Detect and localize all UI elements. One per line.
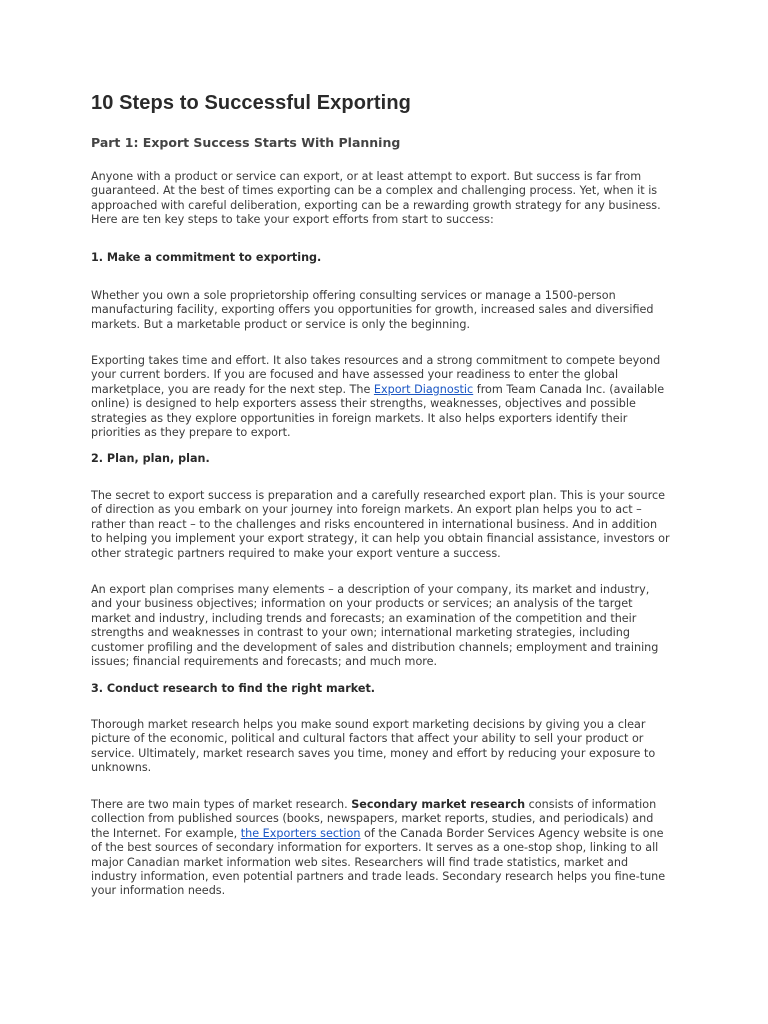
intro-paragraph xyxy=(91,170,691,228)
part-heading: Part 1: Export Success Starts With Planning xyxy=(91,135,401,150)
document-title: 10 Steps to Successful Exporting xyxy=(91,92,411,114)
text-line: markets. But a marketable product or service is only the beginning. xyxy=(91,317,471,331)
step-3-heading: 3. Conduct research to find the right market. xyxy=(91,682,376,695)
text-line: unknowns. xyxy=(91,761,152,775)
text-segment: There are two main types of market research. xyxy=(91,798,352,811)
text-line xyxy=(91,383,691,397)
text-line: strengths and weaknesses in contrast to your own; international marketing strategies, including xyxy=(91,626,630,640)
text-line: priorities as they prepare to export. xyxy=(91,426,291,440)
text-line: market and industry, including trends and forecasts; an examination of the competition and their xyxy=(91,611,637,625)
text-line: guaranteed. At the best of times exporting can be a complex and challenging process. Yet, when it is xyxy=(91,184,658,198)
text-line: approached with careful deliberation, exporting can be a rewarding growth strategy for any business. xyxy=(91,198,661,212)
exporters-section-link[interactable]: the Exporters section xyxy=(240,826,361,840)
text-line: Anyone with a product or service can export, or at least attempt to export. But success is far from xyxy=(91,170,642,183)
text-line: your information needs. xyxy=(91,884,226,898)
export-diagnostic-link[interactable]: Export Diagnostic xyxy=(373,382,474,396)
step-1-paragraph-1 xyxy=(91,289,691,332)
text-line: industry information, even potential partners and trade leads. Secondary research helps you fine-tune xyxy=(91,870,666,884)
text-segment: from Team Canada Inc. (available xyxy=(473,382,665,396)
text-line: Whether you own a sole proprietorship offering consulting services or manage a 1500-person xyxy=(91,289,616,302)
text-line: issues; financial requirements and forecasts; and much more. xyxy=(91,655,438,669)
text-line: major Canadian market information web sites. Researchers will find trade statistics, market and xyxy=(91,855,629,869)
secondary-market-research-term: Secondary market research xyxy=(351,798,526,811)
step-2-heading: 2. Plan, plan, plan. xyxy=(91,452,210,465)
text-segment: consists of information xyxy=(525,798,657,811)
step-2-paragraph-1 xyxy=(91,489,691,561)
text-line: collection from published sources (books, newspapers, market reports, studies, and periodicals) and xyxy=(91,812,654,826)
step-2-paragraph-2 xyxy=(91,583,691,669)
text-line: strategies as they explore opportunities in foreign markets. It also helps exporters identify their xyxy=(91,411,628,425)
text-line xyxy=(91,798,691,812)
text-line: other strategic partners required to make your export venture a success. xyxy=(91,546,501,560)
text-line: online) is designed to help exporters assess their strengths, weaknesses, objectives and possible xyxy=(91,397,636,411)
text-line: of the best sources of secondary information for exporters. It serves as a one-stop shop, linking to all xyxy=(91,841,659,855)
text-segment: of the Canada Border Services Agency website is one xyxy=(360,826,664,840)
text-line: to helping you implement your export strategy, it can help you obtain financial assistance, investors or xyxy=(91,532,670,546)
step-3-paragraph-2 xyxy=(91,798,691,899)
text-line: Exporting takes time and effort. It also takes resources and a strong commitment to compete beyond xyxy=(91,354,661,367)
text-segment: marketplace, you are ready for the next step. The xyxy=(91,382,374,396)
text-line: your current borders. If you are focused and have assessed your readiness to enter the global xyxy=(91,368,619,382)
text-line: An export plan comprises many elements – a description of your company, its market and industry, xyxy=(91,583,650,596)
step-1-paragraph-2 xyxy=(91,354,691,440)
text-line: The secret to export success is preparation and a carefully researched export plan. This is your source xyxy=(91,489,665,502)
text-line: manufacturing facility, exporting offers you opportunities for growth, increased sales and diversified xyxy=(91,303,654,317)
text-line: customer profiling and the development of sales and distribution channels; employment and training xyxy=(91,640,659,654)
step-1-heading: 1. Make a commitment to exporting. xyxy=(91,251,322,264)
text-line: and your business objectives; information on your products or services; an analysis of the target xyxy=(91,597,633,611)
text-line: Here are ten key steps to take your export efforts from start to success: xyxy=(91,213,494,227)
text-line: service. Ultimately, market research saves you time, money and effort by reducing your exposure to xyxy=(91,746,656,760)
text-line: of direction as you embark on your journey into foreign markets. An export plan helps you to act – xyxy=(91,503,642,517)
text-line xyxy=(91,827,691,841)
text-line: Thorough market research helps you make sound export marketing decisions by giving you a clear xyxy=(91,718,646,731)
text-segment: the Internet. For example, xyxy=(91,826,241,840)
text-line: picture of the economic, political and cultural factors that affect your ability to sell your product or xyxy=(91,732,644,746)
step-3-paragraph-1 xyxy=(91,718,691,776)
text-line: rather than react – to the challenges and risks encountered in international business. And in addition xyxy=(91,517,658,531)
